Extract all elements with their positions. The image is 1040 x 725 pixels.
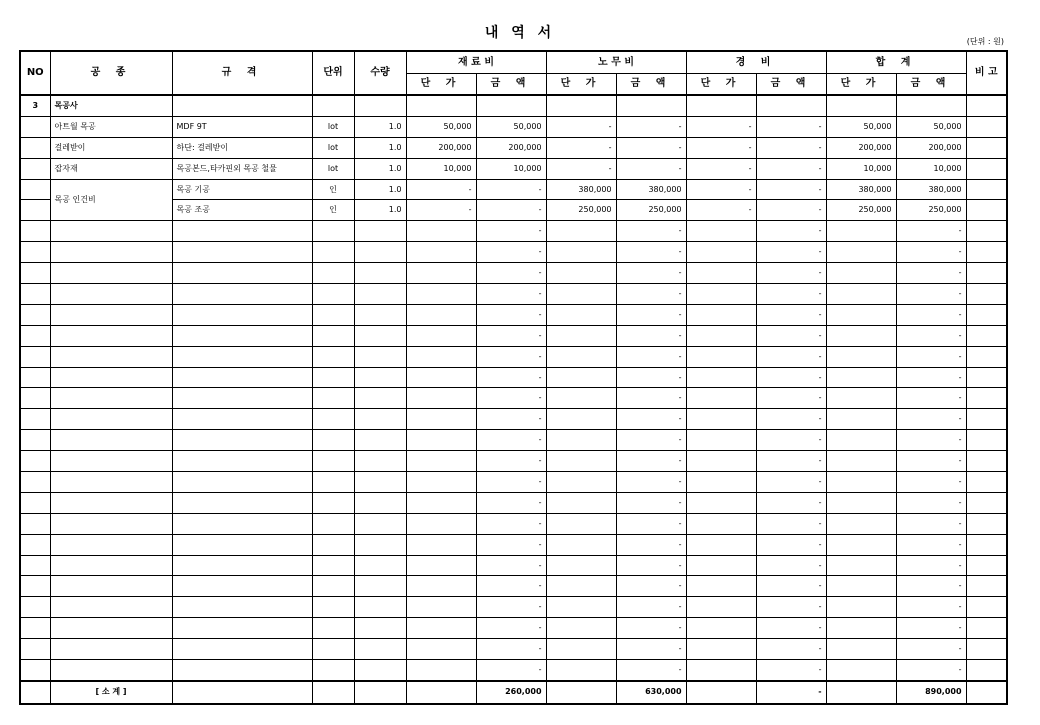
empty-amount-cell: - bbox=[476, 221, 546, 242]
empty-amount-cell: - bbox=[616, 284, 686, 305]
cell-mat-price: 10,000 bbox=[406, 158, 476, 179]
cell-tot-amount: 50,000 bbox=[896, 116, 966, 137]
empty-amount-cell: - bbox=[896, 242, 966, 263]
cell-exp-amount: - bbox=[756, 116, 826, 137]
empty-amount-cell: - bbox=[756, 639, 826, 660]
cell-qty: 1.0 bbox=[354, 179, 406, 200]
cell-work: 잡자재 bbox=[50, 158, 172, 179]
subtotal-exp-amount: - bbox=[756, 681, 826, 704]
empty-amount-cell: - bbox=[476, 304, 546, 325]
subtotal-mat-amount: 260,000 bbox=[476, 681, 546, 704]
empty-amount-cell: - bbox=[476, 472, 546, 493]
empty-amount-cell: - bbox=[756, 284, 826, 305]
cell-mat-price: - bbox=[406, 200, 476, 221]
empty-amount-cell: - bbox=[616, 576, 686, 597]
empty-amount-cell: - bbox=[756, 618, 826, 639]
empty-row bbox=[20, 660, 1007, 681]
col-total: 합 계 bbox=[826, 51, 966, 74]
empty-amount-cell: - bbox=[756, 242, 826, 263]
subtotal-label: [ 소 계 ] bbox=[50, 681, 172, 704]
empty-amount-cell: - bbox=[476, 534, 546, 555]
table-row bbox=[20, 116, 1007, 137]
col-exp-price: 단 가 bbox=[686, 74, 756, 96]
empty-amount-cell: - bbox=[756, 304, 826, 325]
cell-qty: 1.0 bbox=[354, 137, 406, 158]
empty-row bbox=[20, 346, 1007, 367]
section-no: 3 bbox=[20, 95, 50, 116]
cell-work-labor: 목공 인건비 bbox=[50, 179, 172, 221]
cell-exp-price: - bbox=[686, 116, 756, 137]
empty-amount-cell: - bbox=[616, 660, 686, 681]
cell-remark bbox=[966, 158, 1007, 179]
cell-tot-amount: 200,000 bbox=[896, 137, 966, 158]
cell-exp-amount: - bbox=[756, 200, 826, 221]
cell-tot-price: 200,000 bbox=[826, 137, 896, 158]
empty-row bbox=[20, 367, 1007, 388]
cell-qty: 1.0 bbox=[354, 158, 406, 179]
col-no: NO bbox=[20, 51, 50, 95]
cell-lab-price: - bbox=[546, 137, 616, 158]
empty-amount-cell: - bbox=[756, 346, 826, 367]
empty-amount-cell: - bbox=[756, 534, 826, 555]
cell-lab-price: - bbox=[546, 158, 616, 179]
empty-amount-cell: - bbox=[616, 367, 686, 388]
col-remark: 비 고 bbox=[966, 51, 1007, 95]
cell-work: 걸레받이 bbox=[50, 137, 172, 158]
cell-spec: 하단: 걸레받이 bbox=[172, 137, 312, 158]
empty-amount-cell: - bbox=[896, 618, 966, 639]
empty-amount-cell: - bbox=[476, 639, 546, 660]
empty-amount-cell: - bbox=[896, 451, 966, 472]
cell-unit: lot bbox=[312, 137, 354, 158]
empty-amount-cell: - bbox=[756, 325, 826, 346]
empty-amount-cell: - bbox=[896, 304, 966, 325]
empty-amount-cell: - bbox=[756, 388, 826, 409]
empty-amount-cell: - bbox=[476, 576, 546, 597]
cell-tot-amount: 380,000 bbox=[896, 179, 966, 200]
cell-unit: lot bbox=[312, 158, 354, 179]
empty-amount-cell: - bbox=[616, 597, 686, 618]
cell-tot-price: 10,000 bbox=[826, 158, 896, 179]
cell-mat-amount: 50,000 bbox=[476, 116, 546, 137]
empty-row bbox=[20, 409, 1007, 430]
cell-lab-amount: - bbox=[616, 116, 686, 137]
cell-qty: 1.0 bbox=[354, 200, 406, 221]
table-header bbox=[20, 51, 1007, 95]
empty-amount-cell: - bbox=[476, 618, 546, 639]
empty-amount-cell: - bbox=[896, 367, 966, 388]
empty-amount-cell: - bbox=[756, 555, 826, 576]
cell-mat-amount: - bbox=[476, 179, 546, 200]
empty-amount-cell: - bbox=[476, 597, 546, 618]
cell-exp-amount: - bbox=[756, 137, 826, 158]
empty-amount-cell: - bbox=[896, 513, 966, 534]
empty-amount-cell: - bbox=[896, 576, 966, 597]
empty-amount-cell: - bbox=[756, 221, 826, 242]
cell-lab-amount: - bbox=[616, 158, 686, 179]
cell-mat-price: - bbox=[406, 179, 476, 200]
col-lab-amount: 금 액 bbox=[616, 74, 686, 96]
cell-remark bbox=[966, 200, 1007, 221]
cell-spec: MDF 9T bbox=[172, 116, 312, 137]
unit-note: (단위 : 원) bbox=[966, 37, 1004, 46]
col-exp-amount: 금 액 bbox=[756, 74, 826, 96]
empty-amount-cell: - bbox=[896, 409, 966, 430]
empty-row bbox=[20, 576, 1007, 597]
empty-amount-cell: - bbox=[896, 346, 966, 367]
col-expense: 경 비 bbox=[686, 51, 826, 74]
empty-amount-cell: - bbox=[756, 597, 826, 618]
empty-amount-cell: - bbox=[476, 263, 546, 284]
cell-tot-amount: 10,000 bbox=[896, 158, 966, 179]
col-lab-price: 단 가 bbox=[546, 74, 616, 96]
subtotal-tot-amount: 890,000 bbox=[896, 681, 966, 704]
subtotal-row bbox=[20, 681, 1007, 704]
empty-amount-cell: - bbox=[616, 430, 686, 451]
estimate-table bbox=[19, 50, 1008, 705]
cell-exp-price: - bbox=[686, 200, 756, 221]
cell-exp-price: - bbox=[686, 179, 756, 200]
col-qty: 수량 bbox=[354, 51, 406, 95]
cell-qty: 1.0 bbox=[354, 116, 406, 137]
cell-remark bbox=[966, 137, 1007, 158]
empty-amount-cell: - bbox=[476, 367, 546, 388]
cell-tot-price: 250,000 bbox=[826, 200, 896, 221]
empty-amount-cell: - bbox=[476, 242, 546, 263]
empty-amount-cell: - bbox=[476, 660, 546, 681]
cell-spec: 목공 기공 bbox=[172, 179, 312, 200]
empty-amount-cell: - bbox=[756, 409, 826, 430]
empty-amount-cell: - bbox=[896, 325, 966, 346]
empty-amount-cell: - bbox=[756, 430, 826, 451]
cell-spec: 목공 조공 bbox=[172, 200, 312, 221]
empty-amount-cell: - bbox=[616, 513, 686, 534]
cell-lab-amount: - bbox=[616, 137, 686, 158]
empty-amount-cell: - bbox=[616, 388, 686, 409]
empty-amount-cell: - bbox=[756, 513, 826, 534]
cell-tot-price: 380,000 bbox=[826, 179, 896, 200]
empty-row bbox=[20, 284, 1007, 305]
empty-row bbox=[20, 221, 1007, 242]
empty-amount-cell: - bbox=[896, 472, 966, 493]
empty-amount-cell: - bbox=[896, 263, 966, 284]
empty-amount-cell: - bbox=[476, 451, 546, 472]
empty-amount-cell: - bbox=[896, 534, 966, 555]
empty-amount-cell: - bbox=[476, 430, 546, 451]
empty-amount-cell: - bbox=[756, 660, 826, 681]
empty-amount-cell: - bbox=[896, 492, 966, 513]
empty-row bbox=[20, 639, 1007, 660]
cell-mat-amount: 200,000 bbox=[476, 137, 546, 158]
empty-row bbox=[20, 597, 1007, 618]
col-tot-price: 단 가 bbox=[826, 74, 896, 96]
empty-amount-cell: - bbox=[476, 284, 546, 305]
empty-amount-cell: - bbox=[896, 639, 966, 660]
cell-work: 아트월 목공 bbox=[50, 116, 172, 137]
cell-remark bbox=[966, 179, 1007, 200]
empty-row bbox=[20, 555, 1007, 576]
col-spec: 규 격 bbox=[172, 51, 312, 95]
empty-amount-cell: - bbox=[616, 534, 686, 555]
col-unit: 단위 bbox=[312, 51, 354, 95]
empty-row bbox=[20, 618, 1007, 639]
empty-amount-cell: - bbox=[756, 451, 826, 472]
empty-amount-cell: - bbox=[476, 513, 546, 534]
table-body bbox=[20, 95, 1007, 681]
empty-amount-cell: - bbox=[756, 472, 826, 493]
table-row bbox=[20, 137, 1007, 158]
subtotal-lab-amount: 630,000 bbox=[616, 681, 686, 704]
col-work: 공 종 bbox=[50, 51, 172, 95]
cell-tot-price: 50,000 bbox=[826, 116, 896, 137]
cell-exp-price: - bbox=[686, 158, 756, 179]
empty-amount-cell: - bbox=[896, 221, 966, 242]
empty-amount-cell: - bbox=[616, 325, 686, 346]
empty-row bbox=[20, 263, 1007, 284]
empty-row bbox=[20, 451, 1007, 472]
empty-amount-cell: - bbox=[616, 555, 686, 576]
empty-row bbox=[20, 513, 1007, 534]
cell-unit: 인 bbox=[312, 200, 354, 221]
empty-amount-cell: - bbox=[896, 597, 966, 618]
cell-lab-amount: 380,000 bbox=[616, 179, 686, 200]
cell-mat-amount: 10,000 bbox=[476, 158, 546, 179]
empty-row bbox=[20, 472, 1007, 493]
col-tot-amount: 금 액 bbox=[896, 74, 966, 96]
cell-exp-amount: - bbox=[756, 179, 826, 200]
empty-amount-cell: - bbox=[616, 346, 686, 367]
cell-lab-price: - bbox=[546, 116, 616, 137]
section-row bbox=[20, 95, 1007, 116]
cell-mat-amount: - bbox=[476, 200, 546, 221]
empty-row bbox=[20, 534, 1007, 555]
cell-remark bbox=[966, 116, 1007, 137]
cell-exp-amount: - bbox=[756, 158, 826, 179]
empty-amount-cell: - bbox=[756, 576, 826, 597]
col-mat-price: 단 가 bbox=[406, 74, 476, 96]
col-labor: 노 무 비 bbox=[546, 51, 686, 74]
col-material: 재 료 비 bbox=[406, 51, 546, 74]
empty-row bbox=[20, 388, 1007, 409]
empty-amount-cell: - bbox=[756, 263, 826, 284]
table-row bbox=[20, 179, 1007, 200]
cell-unit: 인 bbox=[312, 179, 354, 200]
empty-amount-cell: - bbox=[616, 451, 686, 472]
cell-exp-price: - bbox=[686, 137, 756, 158]
document-title: 내 역 서 bbox=[484, 25, 556, 41]
empty-amount-cell: - bbox=[896, 284, 966, 305]
empty-amount-cell: - bbox=[616, 263, 686, 284]
empty-amount-cell: - bbox=[616, 409, 686, 430]
cell-lab-price: 380,000 bbox=[546, 179, 616, 200]
empty-amount-cell: - bbox=[616, 639, 686, 660]
cell-unit: lot bbox=[312, 116, 354, 137]
empty-amount-cell: - bbox=[476, 409, 546, 430]
cell-mat-price: 200,000 bbox=[406, 137, 476, 158]
empty-amount-cell: - bbox=[476, 388, 546, 409]
empty-amount-cell: - bbox=[476, 555, 546, 576]
empty-amount-cell: - bbox=[476, 325, 546, 346]
cell-lab-amount: 250,000 bbox=[616, 200, 686, 221]
empty-amount-cell: - bbox=[896, 660, 966, 681]
empty-row bbox=[20, 242, 1007, 263]
cell-mat-price: 50,000 bbox=[406, 116, 476, 137]
empty-amount-cell: - bbox=[476, 492, 546, 513]
empty-amount-cell: - bbox=[616, 618, 686, 639]
cell-tot-amount: 250,000 bbox=[896, 200, 966, 221]
empty-amount-cell: - bbox=[616, 221, 686, 242]
empty-amount-cell: - bbox=[616, 242, 686, 263]
empty-amount-cell: - bbox=[476, 346, 546, 367]
empty-amount-cell: - bbox=[896, 555, 966, 576]
empty-amount-cell: - bbox=[616, 472, 686, 493]
empty-amount-cell: - bbox=[616, 304, 686, 325]
empty-row bbox=[20, 492, 1007, 513]
empty-amount-cell: - bbox=[896, 388, 966, 409]
empty-row bbox=[20, 325, 1007, 346]
col-mat-amount: 금 액 bbox=[476, 74, 546, 96]
empty-amount-cell: - bbox=[616, 492, 686, 513]
empty-row bbox=[20, 430, 1007, 451]
cell-lab-price: 250,000 bbox=[546, 200, 616, 221]
empty-amount-cell: - bbox=[896, 430, 966, 451]
empty-amount-cell: - bbox=[756, 367, 826, 388]
section-name: 목공사 bbox=[50, 95, 172, 116]
table-row bbox=[20, 158, 1007, 179]
cell-spec: 목공본드,타카핀외 목공 철물 bbox=[172, 158, 312, 179]
empty-amount-cell: - bbox=[756, 492, 826, 513]
empty-row bbox=[20, 304, 1007, 325]
